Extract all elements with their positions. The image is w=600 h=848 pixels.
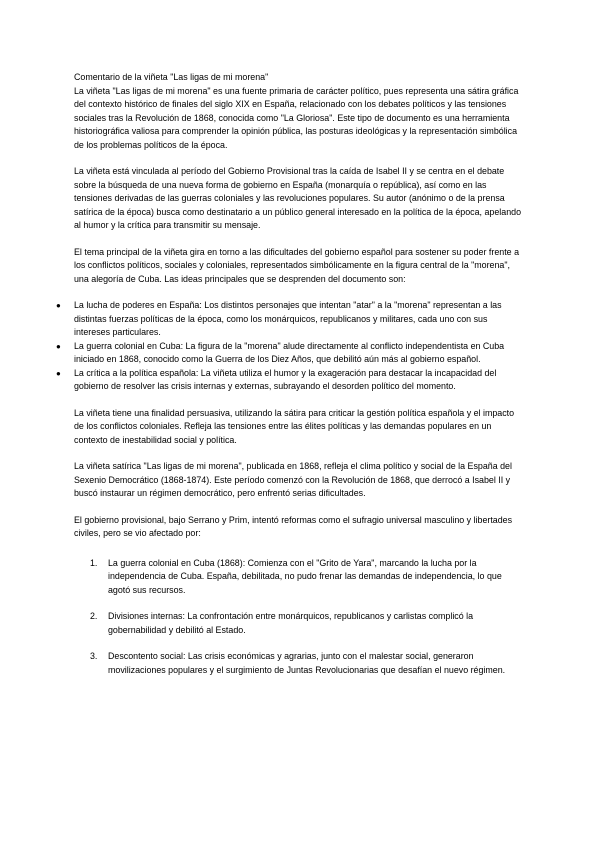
factors-list <box>74 557 522 678</box>
sexenio-paragraph: La viñeta satírica "Las ligas de mi morena", publicada en 1868, refleja el clima político y social de la España del Sexenio Democrático (1868-1874). Este período comenzó con la Revolución de 1868, que derrocó a Isabel II y buscó instaurar un régimen democrático, pero enfrentó serias dificultades. <box>74 461 512 498</box>
intro-paragraph: La viñeta "Las ligas de mi morena" es una fuente primaria de carácter político, pues representa una sátira gráfica del contexto histórico de finales del siglo XIX en España, relacionado con los debates políticos y las tensiones sociales tras la Revolución de 1868, conocida como "La Gloriosa". Este tipo de documento es una herramienta historiográfica valiosa para comprender la opinión pública, las posturas ideológicas y la representación simbólica de los problemas políticos de la época. <box>74 85 519 150</box>
list-item <box>56 367 522 394</box>
theme-paragraph: El tema principal de la viñeta gira en torno a las dificultades del gobierno español para sostener su poder frente a los conflictos políticos, sociales y coloniales, representados simbólicamente en la figura central de la "morena", una alegoría de Cuba. Las ideas principales que se desprenden del documento son: <box>74 246 520 284</box>
list-item-text: La guerra colonial en Cuba: La figura de la "morena" alude directamente al conflicto independentista en Cuba iniciado en 1868, conocido como la Guerra de los Diez Años, que debilitó aún más al gobierno español. <box>74 340 505 364</box>
list-item <box>74 557 522 598</box>
purpose-paragraph: La viñeta tiene una finalidad persuasiva, utilizando la sátira para criticar la gestión política española y el impacto de los conflictos coloniales. Refleja las tensiones entre las élites políticas y las demandas populares en un contexto de inestabilidad social y política. <box>74 407 515 445</box>
document-body <box>56 71 522 690</box>
list-item <box>56 340 522 367</box>
list-item-text: La crítica a la política española: La viñeta utiliza el humor y la exageración para destacar la incapacidad del gobierno de resolver las crisis internas y externas, subrayando el desorden político del momento. <box>74 367 497 391</box>
bullet-icon: ● <box>56 301 61 310</box>
bullet-icon: ● <box>56 341 61 351</box>
list-item-text: La lucha de poderes en España: Los distintos personajes que intentan "atar" a la "morena" representan a las distintas fuerzas políticas de la época, como los monárquicos, republicanos y militares, cada uno con sus intereses particulares. <box>74 300 502 337</box>
document-title: Comentario de la viñeta "Las ligas de mi morena" <box>74 72 269 82</box>
list-item-text: Divisiones internas: La confrontación entre monárquicos, republicanos y carlistas complicó la gobernabilidad y debilitó al Estado. <box>108 611 474 635</box>
context-paragraph: La viñeta está vinculada al período del Gobierno Provisional tras la caída de Isabel II y se centra en el debate sobre la búsqueda de una nueva forma de gobierno en España (monarquía o república), así como en las tensiones derivadas de las guerras coloniales y las revoluciones populares. Su autor (anónimo o de la prensa satírica de la época) busca como destinatario a un público general interesado en la política de la época, apelando al humor y la crítica para transmitir su mensaje. <box>74 166 522 230</box>
list-number: 2. <box>90 611 98 621</box>
list-number: 3. <box>90 651 98 661</box>
main-ideas-list <box>56 299 522 394</box>
list-item-text: Descontento social: Las crisis económicas y agrarias, junto con el malestar social, generaron movilizaciones populares y el surgimiento de Juntas Revolucionarias que desafían el nuevo régimen. <box>108 651 506 675</box>
list-item <box>74 650 522 677</box>
list-item <box>74 610 522 637</box>
list-item <box>56 299 522 340</box>
gobierno-paragraph: El gobierno provisional, bajo Serrano y Prim, intentó reformas como el sufragio universal masculino y libertades civiles, pero se vio afectado por: <box>74 514 513 538</box>
list-number: 1. <box>90 557 98 568</box>
list-item-text: La guerra colonial en Cuba (1868): Comienza con el "Grito de Yara", marcando la lucha por la independencia de Cuba. España, debilitada, no pudo frenar las demandas de independencia, lo que agotó sus recursos. <box>108 557 502 595</box>
bullet-icon: ● <box>56 368 61 378</box>
